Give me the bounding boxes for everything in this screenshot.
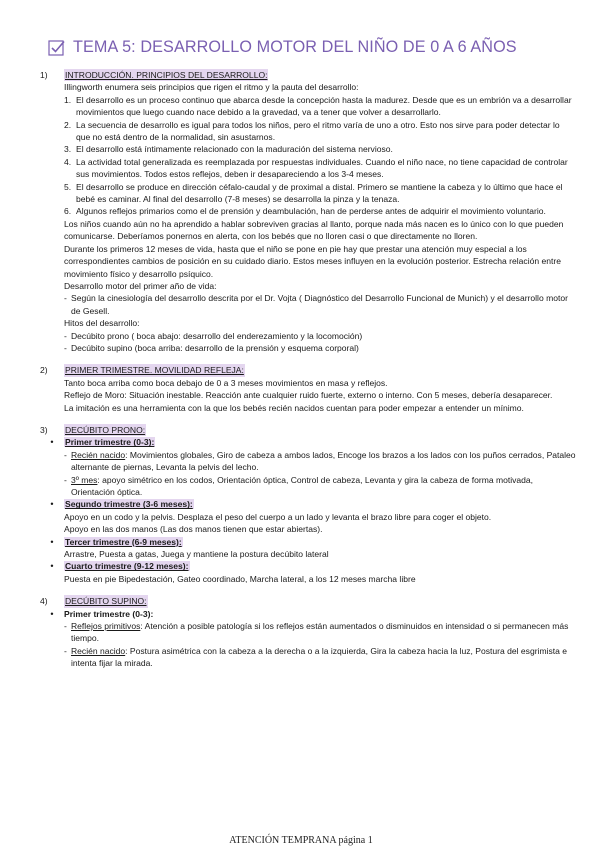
list-item xyxy=(40,156,576,181)
section-title: INTRODUCCIÓN. PRINCIPIOS DEL DESARROLLO: xyxy=(65,70,268,80)
paragraph: La imitación es una herramienta con la que los bebés recién nacidos cuentan para poder empezar a entender un mínimo. xyxy=(64,402,524,413)
section-introduccion xyxy=(40,69,576,354)
paragraph: Apoyo en las dos manos (Las dos manos tienen que estar abiertas). xyxy=(64,524,323,535)
list-number: 3. xyxy=(64,144,72,155)
list-item xyxy=(40,181,576,206)
list-number: 6. xyxy=(64,206,72,217)
section-number: 2) xyxy=(40,365,48,376)
bullet-icon: • xyxy=(50,437,54,448)
list-item xyxy=(40,205,576,217)
list-item xyxy=(40,119,576,144)
section-number: 4) xyxy=(40,596,48,607)
term-label: Recién nacido xyxy=(71,645,126,656)
principles-list xyxy=(40,94,576,218)
section-heading xyxy=(40,424,576,436)
dash-item: - Recién nacido: Movimientos globales, Giro de cabeza a ambos lados, Encoge los brazos a los lados con los puños cerrados, Pataleo alternante de piernas, Levanta la pelvis del lecho. xyxy=(64,449,576,473)
bullet-item xyxy=(40,608,576,620)
paragraph: Tanto boca arriba como boca debajo de 0 a 3 meses movimientos en masa y reflejos. xyxy=(64,377,388,388)
term-text: : Postura asimétrica con la cabeza a la derecha o a la izquierda, Gira la cabeza hacia la luz, Postura del esgrimista e intenta fijar la mirada. xyxy=(71,645,567,669)
paragraph: Hitos del desarrollo: xyxy=(64,318,140,329)
section-title: PRIMER TRIMESTRE. MOVILIDAD REFLEJA: xyxy=(65,365,244,376)
paragraph: Reflejo de Moro: Situación inestable. Reacción ante cualquier ruido fuerte, externo o interno. Con 5 meses, debería desaparecer. xyxy=(64,390,553,401)
list-number: 5. xyxy=(64,181,72,192)
page-title: TEMA 5: DESARROLLO MOTOR DEL NIÑO DE 0 A 6 AÑOS xyxy=(73,38,517,56)
dash-text: Decúbito supino (boca arriba: desarrollo de la prensión y esquema corporal) xyxy=(71,342,359,353)
dash-item: - 3º mes: apoyo simétrico en los codos, Orientación óptica, Control de cabeza, Levanta y gira la cabeza de forma motivada, Orientación óptica. xyxy=(64,474,534,497)
bullet-icon: • xyxy=(50,499,54,510)
paragraph: Arrastre, Puesta a gatas, Juega y mantiene la postura decúbito lateral xyxy=(64,549,329,560)
dash-item: - Reflejos primitivos: Atención a posible patología si los reflejos están aumentados o disminuidos en intensidad o si permanecen más tiempo. xyxy=(64,621,569,644)
paragraph: Desarrollo motor del primer año de vida: xyxy=(64,280,217,291)
term-label: Recién nacido xyxy=(71,449,126,460)
content xyxy=(40,69,576,670)
list-number: 1. xyxy=(64,94,72,105)
list-item xyxy=(40,94,576,119)
paragraph: Durante los primeros 12 meses de vida, hasta que el niño se pone en pie hay que prestar una atención muy especial a los correspondientes cambios de posición en su cuidado diario. Estos meses influyen en la evolución posterior. Estrecha relación entre movimiento físico y desarrollo psíquico. xyxy=(64,243,561,279)
bullet-item xyxy=(40,560,576,572)
term-text: : apoyo simétrico en los codos, Orientación óptica, Control de cabeza, Levanta y gira la cabeza de forma motivada, Orientación óptica. xyxy=(71,474,534,497)
list-text: El desarrollo es un proceso continuo que abarca desde la concepción hasta la madurez. Desde que es un embrión va a desarrollar movimientos que luego cuando nace debido a la gravedad, va a tener que volver a desarrollarlo. xyxy=(76,94,572,118)
list-text: El desarrollo está íntimamente relacionado con la maduración del sistema nervioso. xyxy=(76,144,393,155)
list-number: 4. xyxy=(64,156,72,167)
dash-text: Según la cinesiología del desarrollo descrita por el Dr. Vojta ( Diagnóstico del Desarrollo Funcional de Munich) y el desarrollo motor de Gesell. xyxy=(71,293,568,316)
bullet-heading: Tercer trimestre (6-9 meses): xyxy=(65,536,182,547)
dash-text: Decúbito prono ( boca abajo: desarrollo del enderezamiento y la locomoción) xyxy=(71,330,363,341)
section-title: DECÚBITO PRONO: xyxy=(65,424,146,435)
paragraph: Apoyo en un codo y la pelvis. Desplaza el peso del cuerpo a un lado y levanta el brazo libre para coger el objeto. xyxy=(64,511,492,522)
section-heading xyxy=(40,595,576,607)
bullet-heading: Primer trimestre (0-3): xyxy=(64,608,154,619)
section-primer-trimestre xyxy=(40,364,576,414)
term-label: Reflejos primitivos xyxy=(71,621,141,632)
list-text: La secuencia de desarrollo es igual para todos los niños, pero el ritmo varía de uno a otro. Esto nos sirve para poder detectar lo que no está dentro de la normalidad, sin asustarnos. xyxy=(76,119,560,143)
list-item xyxy=(40,143,576,155)
dash-item: - Decúbito prono ( boca abajo: desarrollo del enderezamiento y la locomoción) xyxy=(40,330,576,342)
section-heading xyxy=(40,69,576,81)
section-heading xyxy=(40,364,576,376)
section-decubito-supino xyxy=(40,595,576,669)
bullet-item xyxy=(40,536,576,548)
bullet-icon: • xyxy=(50,561,54,572)
title-row xyxy=(48,38,517,57)
list-number: 2. xyxy=(64,119,72,130)
paragraph: Puesta en pie Bipedestación, Gateo coordinado, Marcha lateral, a los 12 meses marcha libre xyxy=(64,573,416,584)
dash-item: - Según la cinesiología del desarrollo descrita por el Dr. Vojta ( Diagnóstico del Desarrollo Funcional de Munich) y el desarrollo motor de Gesell. xyxy=(40,292,576,317)
list-text: La actividad total generalizada es reemplazada por respuestas individuales. Cuando el niño nace, no tiene capacidad de controlar sus movimientos. Todos estos reflejos, deben ir desapareciendo a los 3-4 meses. xyxy=(76,156,568,180)
term-text: : Movimientos globales, Giro de cabeza a ambos lados, Encoge los brazos a los lados con los puños cerrados, Pataleo alternante de piernas, Levanta la pelvis del lecho. xyxy=(71,449,576,473)
checkbox-checked-icon xyxy=(48,39,66,57)
bullet-item xyxy=(40,498,576,510)
paragraph: Los niños cuando aún no ha aprendido a hablar sobreviven gracias al llanto, porque nada más nacen es lo único con lo que pueden comunicarse. Deberíamos ponernos en alerta, con los bebés que no lloren casi o que directamente no lloren. xyxy=(64,218,564,242)
term-text: : Atención a posible patología si los reflejos están aumentados o disminuidos en intensidad o si permanecen más tiempo. xyxy=(71,621,569,644)
bullet-item xyxy=(40,436,576,448)
list-text: El desarrollo se produce en dirección céfalo-caudal y de proximal a distal. Primero se mantiene la cabeza y lo último que hace el bebé es caminar. Al final del desarrollo (7-8 meses) se desarrolla la pinza y la tenaza. xyxy=(76,181,563,205)
section-number: 1) xyxy=(40,70,48,80)
dash-item: - Recién nacido: Postura asimétrica con la cabeza a la derecha o a la izquierda, Gira la cabeza hacia la luz, Postura del esgrimista e intenta fijar la mirada. xyxy=(64,645,567,669)
dash-item: - Decúbito supino (boca arriba: desarrollo de la prensión y esquema corporal) xyxy=(40,342,576,354)
bullet-heading: Segundo trimestre (3-6 meses): xyxy=(65,499,193,510)
paragraph: Illingworth enumera seis principios que rigen el ritmo y la pauta del desarrollo: xyxy=(64,82,359,93)
bullet-heading: Primer trimestre (0-3): xyxy=(65,437,155,448)
term-label: 3º mes xyxy=(71,474,98,485)
bullet-heading: Cuarto trimestre (9-12 meses): xyxy=(65,561,189,572)
page-footer: ATENCIÓN TEMPRANA página 1 xyxy=(229,835,373,846)
section-number: 3) xyxy=(40,424,48,435)
section-decubito-prono xyxy=(40,424,576,585)
list-text: Algunos reflejos primarios como el de prensión y deambulación, han de perderse antes de adquirir el movimiento voluntario. xyxy=(76,206,546,217)
bullet-icon: • xyxy=(50,608,54,619)
bullet-icon: • xyxy=(50,536,54,547)
section-title: DECÚBITO SUPINO: xyxy=(65,596,147,607)
